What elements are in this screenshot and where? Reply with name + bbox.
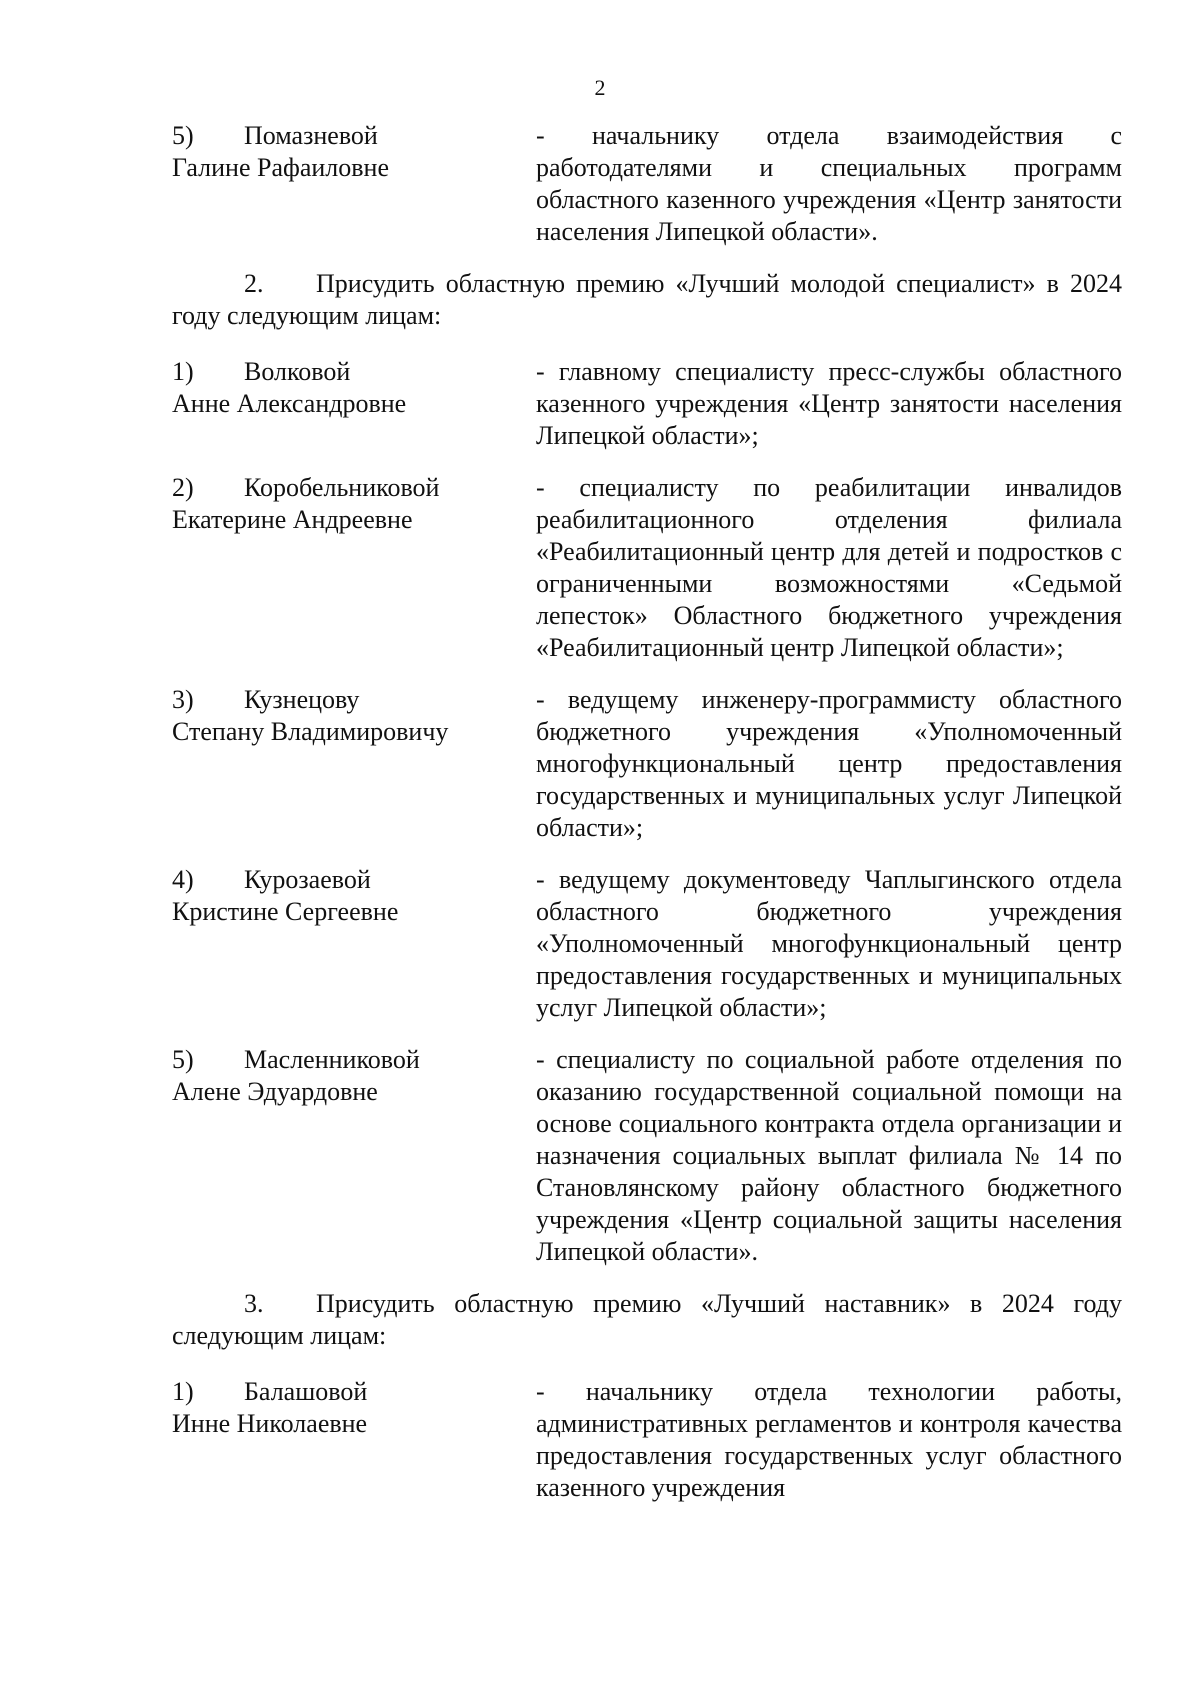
resolution-paragraph xyxy=(172,268,1122,332)
entry-number: 2) xyxy=(172,473,194,502)
resolution-paragraph xyxy=(172,1288,1122,1352)
awardee-surname: Курозаевой xyxy=(244,865,371,894)
paragraph-text: Присудить областную премию «Лучший молодой специалист» в 2024 году следующим лицам: xyxy=(172,269,1122,330)
document-body xyxy=(172,120,1122,1524)
awardee-position: - специалисту по реабилитации инвалидов реабилитационного отделения филиала «Реабилитационный центр для детей и подростков с ограниченными возможностями «Седьмой лепесток» Областного бюджетного учреждения «Реабилитационный центр Липецкой области»; xyxy=(536,473,1122,662)
awardee-given-names: Алене Эдуардовне xyxy=(172,1077,378,1106)
awardee-position: - начальнику отдела технологии работы, административных регламентов и контроля качества предоставления государственных услуг областного казенного учреждения xyxy=(536,1377,1122,1502)
awardee-position: - специалисту по социальной работе отделения по оказанию государственной социальной помощи на основе социального контракта отдела организации и назначения социальных выплат филиала № 14 по Становлянскому району областного бюджетного учреждения «Центр социальной защиты населения Липецкой области». xyxy=(536,1045,1122,1266)
awardee-name xyxy=(172,356,536,452)
awardee-surname: Коробельниковой xyxy=(244,473,440,502)
entry-number: 3) xyxy=(172,685,194,714)
awardee-given-names: Кристине Сергеевне xyxy=(172,897,399,926)
entry-number: 4) xyxy=(172,865,194,894)
awardee-name xyxy=(172,120,536,248)
awardee-surname: Масленниковой xyxy=(244,1045,420,1074)
award-entry xyxy=(172,1376,1122,1504)
awardee-given-names: Инне Николаевне xyxy=(172,1409,368,1438)
awardee-given-names: Анне Александровне xyxy=(172,389,407,418)
paragraph-text: Присудить областную премию «Лучший наставник» в 2024 году следующим лицам: xyxy=(172,1289,1122,1350)
awardee-name xyxy=(172,472,536,664)
award-entry xyxy=(172,684,1122,844)
entry-number: 1) xyxy=(172,357,194,386)
awardee-given-names: Галине Рафаиловне xyxy=(172,153,390,182)
entry-number: 5) xyxy=(172,1045,194,1074)
awardee-position: - ведущему документоведу Чаплыгинского отдела областного бюджетного учреждения «Уполномоченный многофункциональный центр предоставления государственных и муниципальных услуг Липецкой области»; xyxy=(536,865,1122,1022)
awardee-surname: Волковой xyxy=(244,357,351,386)
awardee-given-names: Степану Владимировичу xyxy=(172,717,449,746)
award-entry xyxy=(172,864,1122,1024)
awardee-surname: Помазневой xyxy=(244,121,378,150)
page-number: 2 xyxy=(594,75,606,100)
entry-number: 5) xyxy=(172,121,194,150)
awardee-surname: Кузнецову xyxy=(244,685,360,714)
award-entry xyxy=(172,1044,1122,1268)
award-entry xyxy=(172,120,1122,248)
awardee-given-names: Екатерине Андреевне xyxy=(172,505,413,534)
awardee-position: - главному специалисту пресс-службы областного казенного учреждения «Центр занятости населения Липецкой области»; xyxy=(536,357,1122,450)
awardee-name xyxy=(172,864,536,1024)
paragraph-number: 2. xyxy=(244,269,264,298)
awardee-name xyxy=(172,684,536,844)
paragraph-number: 3. xyxy=(244,1289,264,1318)
awardee-position: - начальнику отдела взаимодействия с работодателями и специальных программ областного казенного учреждения «Центр занятости населения Липецкой области». xyxy=(536,121,1122,246)
awardee-name xyxy=(172,1044,536,1268)
awardee-name xyxy=(172,1376,536,1504)
awardee-surname: Балашовой xyxy=(244,1377,368,1406)
awardee-position: - ведущему инженеру-программисту областного бюджетного учреждения «Уполномоченный многофункциональный центр предоставления государственных и муниципальных услуг Липецкой области»; xyxy=(536,685,1122,842)
award-entry xyxy=(172,356,1122,452)
entry-number: 1) xyxy=(172,1377,194,1406)
award-entry xyxy=(172,472,1122,664)
